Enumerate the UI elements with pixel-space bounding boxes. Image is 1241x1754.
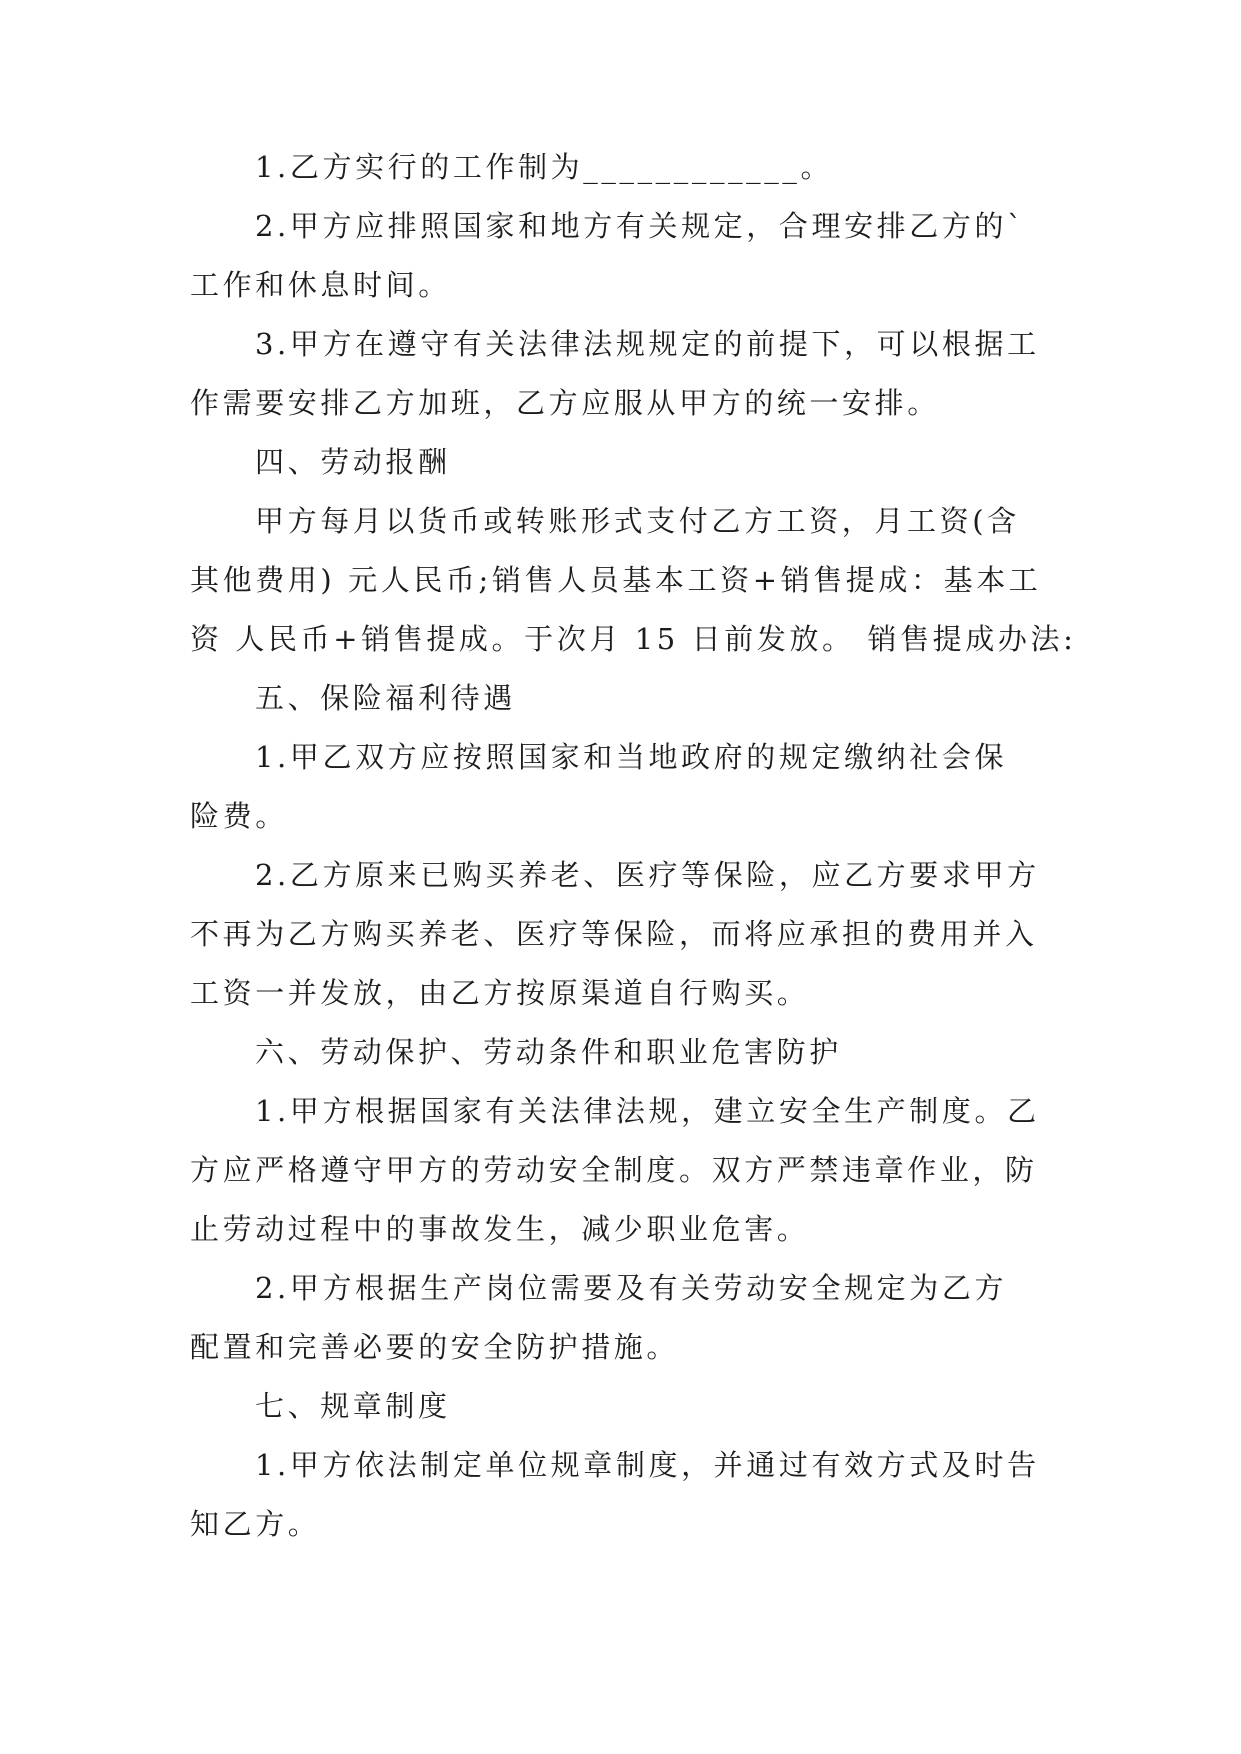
text-line: 1.甲方根据国家有关法律法规，建立安全生产制度。乙 [255,1094,1040,1128]
text-line: 其他费用) 元人民币;销售人员基本工资+销售提成：基本工 [190,563,1042,597]
text-line: 甲方每月以货币或转账形式支付乙方工资，月工资(含 [255,504,1020,538]
document-body [190,138,1077,1554]
text-line: 资 人民币+销售提成。于次月 15 日前发放。 销售提成办法: [190,622,1077,656]
text-line: 作需要安排乙方加班，乙方应服从甲方的统一安排。 [190,386,940,420]
text-line: 工作和休息时间。 [190,268,451,302]
section-heading: 七、规章制度 [255,1389,451,1423]
section-heading: 五、保险福利待遇 [255,681,516,715]
text-line: 1.甲方依法制定单位规章制度，并通过有效方式及时告 [255,1448,1040,1482]
text-line: 2.甲方应排照国家和地方有关规定，合理安排乙方的` [255,209,1026,243]
text-line: 不再为乙方购买养老、医疗等保险，而将应承担的费用并入 [190,917,1038,951]
text-line: 2.乙方原来已购买养老、医疗等保险，应乙方要求甲方 [255,858,1040,892]
text-line: 3.甲方在遵守有关法律法规规定的前提下，可以根据工 [255,327,1040,361]
text-line: 2.甲方根据生产岗位需要及有关劳动安全规定为乙方 [255,1271,1008,1305]
text-line: 工资一并发放，由乙方按原渠道自行购买。 [190,976,810,1010]
text-line: 方应严格遵守甲方的劳动安全制度。双方严禁违章作业，防 [190,1153,1038,1187]
text-line: 1.乙方实行的工作制为____________。 [255,150,834,184]
text-line: 险费。 [190,799,288,833]
text-line: 止劳动过程中的事故发生，减少职业危害。 [190,1212,810,1246]
text-line: 配置和完善必要的安全防护措施。 [190,1330,680,1364]
text-line: 知乙方。 [190,1507,321,1541]
text-line: 1.甲乙双方应按照国家和当地政府的规定缴纳社会保 [255,740,1008,774]
section-heading: 四、劳动报酬 [255,445,451,479]
section-heading: 六、劳动保护、劳动条件和职业危害防护 [255,1035,842,1069]
